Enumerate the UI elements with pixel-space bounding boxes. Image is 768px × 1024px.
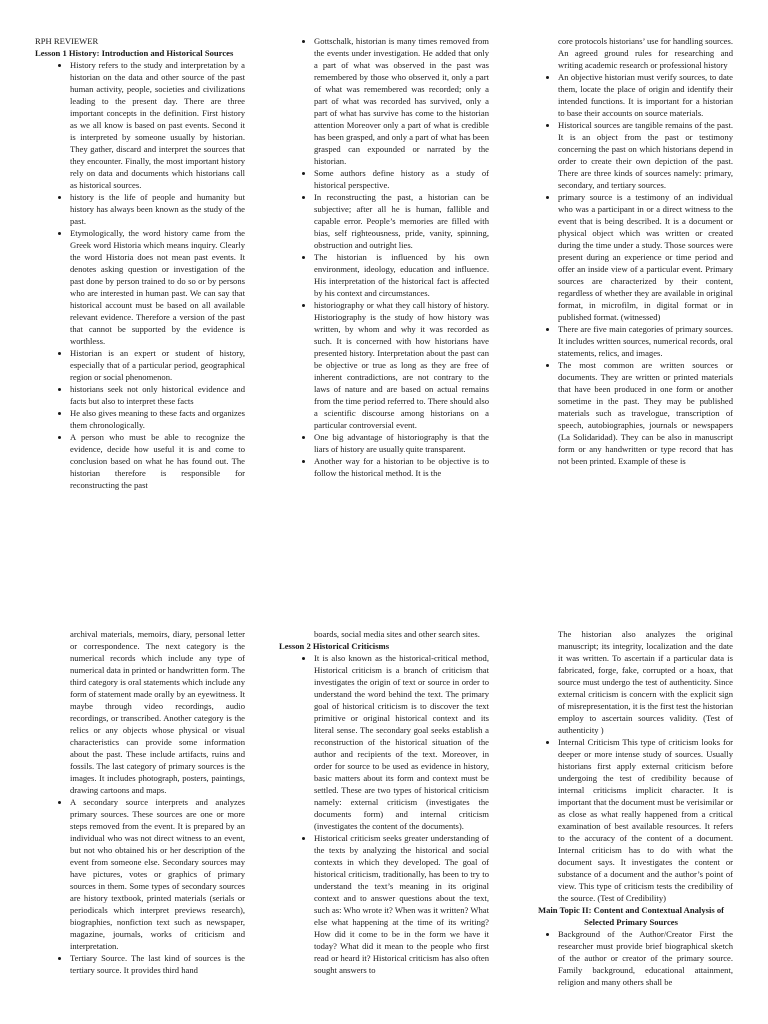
list-item: • The most common are written sources or documents. They are written or printed materials that have been produced in one form or another sometime in the past. They may be published materials such as travelogue, transcription of speech, autobiographies, journals or newspapers (La Solidaridad). They can be also in manuscript form or any handwritten or type record that has not been printed. Example of these is bbox=[558, 359, 733, 467]
list-item: • Historical sources are tangible remains of the past. It is an object from the past or testimony concerning the past on which historians depend in order to create their own depiction of the past. There are three kinds of sources namely: primary, secondary, and tertiary sources. bbox=[558, 119, 733, 191]
document-title: RPH REVIEWER bbox=[35, 36, 99, 46]
list-item: • There are five main categories of primary sources. It includes written sources, numerical records, oral statements, relics, and images. bbox=[558, 323, 733, 359]
list-item: • Gottschalk, historian is many times removed from the events under investigation. He added that only a part of what was observed in the past was remembered by those who observed it, only a part of what was remembered was recorded; only a part of what was recorded has survived, only a part of what has survive has come to the historian attention Moreover only a part of what is credible has been grasped, and only a part of what has been grasped can expounded or narrated by the historian. bbox=[314, 35, 489, 167]
list-item: • He also gives meaning to these facts and organizes them chronologically. bbox=[70, 407, 245, 431]
list-item: • A person who must be able to recognize the evidence, decide how useful it is and come to conclusion based on what he has found out. The historian therefore is responsible for reconstructing the past bbox=[70, 431, 245, 491]
column-2-bottom bbox=[279, 628, 489, 1024]
list-item: • historians seek not only historical evidence and facts but also to interpret these facts bbox=[70, 383, 245, 407]
column-3-list bbox=[529, 71, 733, 467]
list-item: • Background of the Author/Creator First the researcher must provide brief biographical sketch of the author or creator of the primary source. Family background, educational attainment, religion and many others shall be bbox=[558, 928, 733, 988]
list-item: • historiography or what they call history of history. Historiography is the study of how history was written, by whom and why it was recorded as such. It is concerned with how historians have presented history. Interpretation about the past can be objective or true as long as they are free of inherent contradictions, are not contrary to the laws of nature and are based on actual remains from the time period referred to. There should also a scientific discourse among historians on a particular controversial event. bbox=[314, 299, 489, 431]
continued-paragraph: boards, social media sites and other search sites. bbox=[314, 629, 480, 639]
lesson-1-heading: Lesson 1 History: Introduction and Historical Sources bbox=[35, 48, 234, 58]
column-3-bottom bbox=[529, 628, 733, 1024]
list-item: • It is also known as the historical-critical method, Historical criticism is a branch of criticism that investigates the origin of text or source in order to understand the word behind the text. The primary goal of historical criticism is to discover the text primitive or original historical context and its literal sense. The secondary goal seeks establish a reconstruction of the historical situation of the author and recipients of the text. Moreover, in order for source to be used as evidence in history, basic matters about its form and context must be settled. These are two types of historical criticism namely: external criticism (investigates the documents form) and internal criticism (investigates the content of the documents). bbox=[314, 652, 489, 832]
list-item: • Etymologically, the word history came from the Greek word Historia which means inquiry. Clearly the word Historia does not mean past events. It denotes asking question or investigation of the past done by person trained to do so or by persons who are interested in human past. We can say that historical account must be based on all available relevant evidence. Therefore a version of the past that cannot be supported by the evidence is worthless. bbox=[70, 227, 245, 347]
list-item: • An objective historian must verify sources, to date them, locate the place of origin and identify their intended functions. It is important for a historian to base their accounts on source materials. bbox=[558, 71, 733, 119]
column-3-top bbox=[529, 35, 733, 555]
list-item: • In reconstructing the past, a historian can be subjective; after all he is human, fallible and capable error. People’s memories are filled with bias, self righteousness, pride, vanity, spinning, obstruction and outright lies. bbox=[314, 191, 489, 251]
criticism-list bbox=[279, 652, 489, 976]
lesson-2-heading: Lesson 2 Historical Criticisms bbox=[279, 641, 390, 651]
internal-criticism-list bbox=[529, 736, 733, 904]
list-item: • Internal Criticism This type of criticism looks for deeper or more intense study of sources. Usually historians first apply external criticism before undergoing the test of credibility because of internal criticisms implicit character. It is important that the document must be verisimilar or as close as what really happened from a critical examination of best available resources. It refers to the accuracy of the content of a document. Internal criticism has to do with what the document says. It investigates the content or substance of a document and the author’s point of view. This type of criticism tests the credibility of the source. (Test of Credibility) bbox=[558, 736, 733, 904]
column-2-list bbox=[279, 35, 489, 479]
sources-list bbox=[35, 796, 245, 976]
list-item: • Historian is an expert or student of history, especially that of a particular period, geographical region or social phenomenon. bbox=[70, 347, 245, 383]
column-1-bottom bbox=[35, 628, 245, 1024]
lesson-1-list bbox=[35, 59, 245, 491]
continued-paragraph: archival materials, memoirs, diary, personal letter or correspondence. The next category is the numerical records which include any type of numerical data in printed or handwritten form. The third category is oral statements which include any form of statement made orally by an eyewitness. It maybe through video recordings, audio recordings, or transcribed. Another category is the relics or any objects whose physical or visual characteristics can provide some information about the past. These include artifacts, ruins and fossils. The last category of primary sources is the images. It includes photograph, posters, paintings, drawing cartoons and maps. bbox=[70, 629, 245, 795]
list-item: • The historian is influenced by his own environment, ideology, education and influence. His interpretation of the historical fact is affected by his context and circumstances. bbox=[314, 251, 489, 299]
list-item: • A secondary source interprets and analyzes primary sources. These sources are one or more steps removed from the event. It is prepared by an individual who was not direct witness to an event, but not who obtained his or her description of the event from someone else. Secondary sources may have pictures, votes or graphics of primary sources in them. Some types of secondary sources are history textbook, printed materials (serials or periodicals which interpret previews research), biographies, nonfiction text such as newspaper, magazine, journals, works of criticism and interpretation. bbox=[70, 796, 245, 952]
continued-paragraph: The historian also analyzes the original manuscript; its integrity, localization and the date it was written. To ascertain if a particular data is fabricated, forge, fake, corrupted or a hoax, that source must undergo the test of authenticity. Since external criticism is concern with the explicit sign of misrepresentation, it is the first test the historian employ to ascertain sources validity. (Test of authenticity ) bbox=[558, 629, 733, 735]
list-item: • Tertiary Source. The last kind of sources is the tertiary source. It provides third hand bbox=[70, 952, 245, 976]
list-item: • primary source is a testimony of an individual who was a participant in or a direct witness to the event that is being described. It is a document or physical object which was written or created during the time under a study. Those sources were present during an experience or time period and offer an inside view of a particular event. Primary sources are characterized by their content, regardless of whether they are available in original format, in microfilm, in digital format or in published format. (witnessed) bbox=[558, 191, 733, 323]
list-item: • One big advantage of historiography is that the liars of history are usually quite transparent. bbox=[314, 431, 489, 455]
list-item: • Another way for a historian to be objective is to follow the historical method. It is the bbox=[314, 455, 489, 479]
column-2-top bbox=[279, 35, 489, 555]
list-item: • Historical criticism seeks greater understanding of the texts by analyzing the historical and social contexts in which they developed. The goal of historical criticism, traditionally, has been to try to understand the text’s meaning in its original context and to answer questions about the text, such as: Who wrote it? When was it written? What else what happening at the time of its writing? How did it come to be in the form we have it today? What did it mean to the people who first read or heard it? Historical criticism has also often sought answers to bbox=[314, 832, 489, 976]
continued-paragraph: core protocols historians’ use for handling sources. An agreed ground rules for researching and writing academic research or professional history bbox=[558, 36, 733, 70]
list-item: • history is the life of people and humanity but history has always been known as the study of the past. bbox=[70, 191, 245, 227]
column-1-top bbox=[35, 35, 245, 555]
main-topic-heading: Main Topic II: Content and Contextual Analysis of Selected Primary Sources bbox=[538, 905, 724, 927]
list-item: • History refers to the study and interpretation by a historian on the data and other source of the past human activity, people, societies and civilizations leading to the present day. There are three important concepts in the definition. First history as we all know is based on past events. Second it is interpreted by someone usually by historian. They gather, discard and interpret the sources that they encounter. Finally, the most important history rely on data and documents which historians call as historical sources. bbox=[70, 59, 245, 191]
main-topic-list bbox=[529, 928, 733, 988]
list-item: • Some authors define history as a study of historical perspective. bbox=[314, 167, 489, 191]
